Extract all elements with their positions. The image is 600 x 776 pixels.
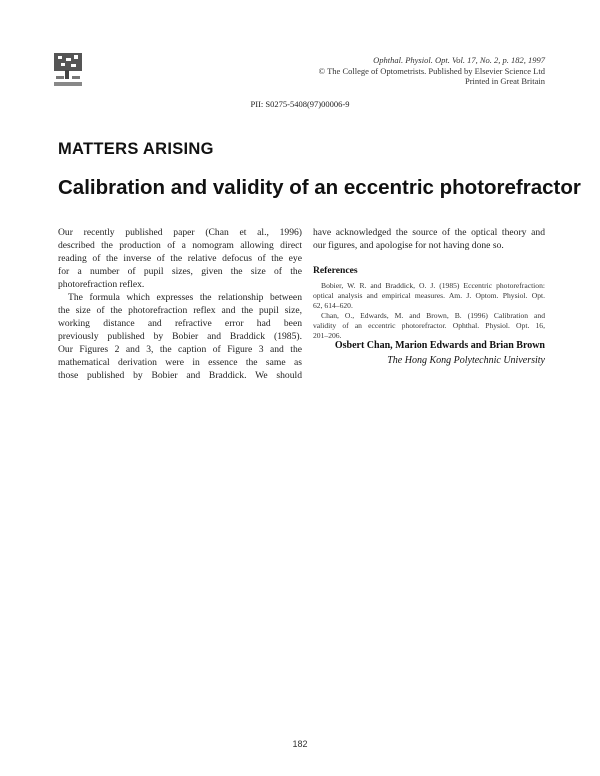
printed-line: Printed in Great Britain <box>464 76 545 86</box>
body-line: those published by Bobier and Braddick. We should <box>58 370 302 381</box>
body-line: reading of the inverse of the relative defocus of the eye <box>58 253 302 264</box>
references-heading: References <box>313 265 358 276</box>
body-line: Our Figures 2 and 3, the caption of Figure 3 and the <box>58 344 302 355</box>
journal-line: Ophthal. Physiol. Opt. Vol. 17, No. 2, p. 182, 1997 <box>373 55 545 65</box>
reference-line: validity of an eccentric photorefractor. Ophthal. Physiol. Opt. 16, <box>313 321 545 330</box>
body-right-column <box>313 226 545 252</box>
body-line: previously published by Bobier and Braddick (1985). <box>58 331 302 342</box>
page-number: 182 <box>292 739 308 749</box>
body-line: Our recently published paper (Chan et al., 1996) <box>58 227 302 238</box>
body-line: mathematical derivation were in essence the same as <box>58 357 302 368</box>
reference-line: Bobier, W. R. and Braddick, O. J. (1985) Eccentric photorefraction: <box>321 281 545 290</box>
journal-citation-header <box>319 55 545 87</box>
body-line: our figures, and apologise for not having done so. <box>313 240 504 251</box>
reference-line: optical analysis and empirical measures. Am. J. Optom. Physiol. Opt. <box>313 291 545 300</box>
references-list <box>313 281 545 341</box>
reference-line: 201–206. <box>313 331 342 340</box>
affiliation: The Hong Kong Polytechnic University <box>387 355 545 366</box>
reference-line: 62, 614–620. <box>313 301 353 310</box>
body-line: The formula which expresses the relationship between <box>68 292 302 303</box>
copyright-line: © The College of Optometrists. Published by Elsevier Science Ltd <box>318 65 545 76</box>
body-line: have acknowledged the source of the optical theory and <box>313 227 545 238</box>
reference-line: Chan, O., Edwards, M. and Brown, B. (1996) Calibration and <box>321 311 545 320</box>
body-line: working distance and refractive error had been <box>58 318 302 329</box>
section-heading: MATTERS ARISING <box>58 140 214 158</box>
pii-identifier: PII: S0275-5408(97)00006-9 <box>250 99 350 109</box>
body-left-column <box>58 226 302 382</box>
body-line: for a number of pupil sizes, given the size of the <box>58 266 302 277</box>
article-title: Calibration and validity of an eccentric photorefractor <box>58 176 581 199</box>
elsevier-logo <box>52 52 84 88</box>
body-line: photorefraction reflex. <box>58 279 145 290</box>
authors: Osbert Chan, Marion Edwards and Brian Brown <box>334 340 545 351</box>
body-line: described the production of a nomogram allowing direct <box>58 240 302 251</box>
body-line: the size of the photorefraction reflex and the pupil size, <box>58 305 302 316</box>
